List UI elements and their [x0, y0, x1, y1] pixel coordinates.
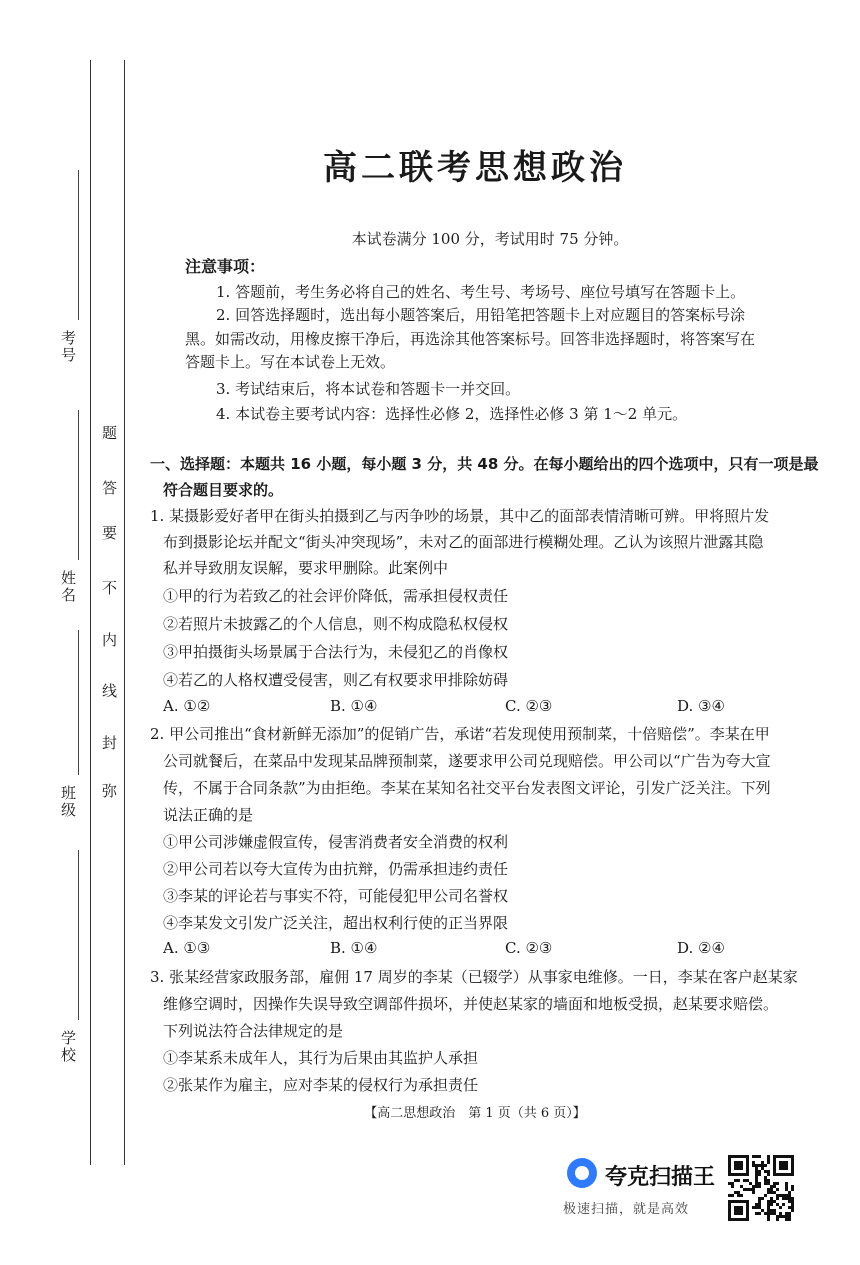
- question-3-item: ①李某系未成年人，其行为后果由其监护人承担: [163, 1049, 479, 1067]
- question-1-stem: 布到摄影论坛并配文“街头冲突现场”，未对乙的面部进行模糊处理。乙认为该照片泄露其隐: [163, 533, 764, 551]
- question-2-option-c: C. ②③: [505, 939, 553, 957]
- question-1-stem: 私并导致朋友误解，要求甲删除。此案例中: [163, 559, 449, 577]
- question-1-option-a: A. ①②: [163, 697, 211, 715]
- seal-char: 线: [100, 683, 118, 698]
- question-2-stem: 传，不属于合同条款”为由拒绝。李某在某知名社交平台发表图文评论，引发广泛关注。下列: [163, 779, 771, 797]
- question-2-stem: 公司就餐后，在菜品中发现某品牌预制菜，遂要求甲公司兑现赔偿。甲公司以“广告为夸大宣: [163, 752, 771, 770]
- question-1-item: ④若乙的人格权遭受侵害，则乙有权要求甲排除妨碍: [163, 671, 509, 689]
- exam-intro: 本试卷满分 100 分，考试用时 75 分钟。: [351, 230, 629, 248]
- question-2-item: ①甲公司涉嫌虚假宣传，侵害消费者安全消费的权利: [163, 833, 509, 851]
- qr-code-icon: [728, 1155, 794, 1221]
- quark-logo-icon: [567, 1158, 597, 1188]
- question-3-stem: 维修空调时，因操作失误导致空调部件损坏，并使赵某家的墙面和地板受损，赵某要求赔偿。: [163, 995, 779, 1013]
- note-line: 黑。如需改动，用橡皮擦干净后，再选涂其他答案标号。回答非选择题时，将答案写在: [185, 330, 756, 348]
- class-underline: [78, 630, 79, 775]
- section-heading: 一、选择题：本题共 16 小题，每小题 3 分，共 48 分。在每小题给出的四个选项中，只有一项是最: [150, 455, 819, 473]
- margin-outer-line: [90, 60, 91, 1165]
- brand-slogan: 极速扫描，就是高效: [563, 1202, 690, 1217]
- note-line: 1. 答题前，考生务必将自己的姓名、考生号、考场号、座位号填写在答题卡上。: [216, 283, 746, 301]
- question-1-option-c: C. ②③: [505, 697, 553, 715]
- section-heading-cont: 符合题目要求的。: [163, 481, 284, 499]
- question-2-option-b: B. ①④: [330, 939, 378, 957]
- exam-no-label: 考号: [59, 330, 77, 364]
- margin-inner-line: [124, 60, 125, 1165]
- question-1-item: ②若照片未披露乙的个人信息，则不构成隐私权侵权: [163, 615, 509, 633]
- seal-char: 封: [100, 735, 118, 750]
- question-2-option-a: A. ①③: [163, 939, 211, 957]
- seal-char: 弥: [100, 783, 118, 798]
- seal-char: 不: [100, 580, 118, 595]
- seal-char: 题: [100, 425, 118, 440]
- question-2-item: ②甲公司若以夸大宣传为由抗辩，仍需承担违约责任: [163, 860, 509, 878]
- question-1-option-b: B. ①④: [330, 697, 378, 715]
- question-2-stem: 2. 甲公司推出“食材新鲜无添加”的促销广告，承诺“若发现使用预制菜，十倍赔偿”。李某在甲: [150, 725, 770, 743]
- seal-char: 内: [100, 632, 118, 647]
- question-3-item: ②张某作为雇主，应对李某的侵权行为承担责任: [163, 1076, 479, 1094]
- question-2-item: ④李某发文引发广泛关注，超出权利行使的正当界限: [163, 914, 509, 932]
- class-label: 班级: [59, 785, 77, 819]
- question-2-item: ③李某的评论若与事实不符，可能侵犯甲公司名誉权: [163, 887, 509, 905]
- seal-char: 要: [100, 525, 118, 540]
- brand-name: 夸克扫描王: [605, 1165, 716, 1190]
- notes-heading: 注意事项：: [185, 257, 266, 276]
- page-title: 高二联考思想政治: [323, 148, 627, 188]
- question-3-stem: 下列说法符合法律规定的是: [163, 1022, 344, 1040]
- note-line: 4. 本试卷主要考试内容：选择性必修 2，选择性必修 3 第 1～2 单元。: [216, 405, 688, 423]
- question-1-stem: 1. 某摄影爱好者甲在街头拍摄到乙与丙争吵的场景，其中乙的面部表情清晰可辨。甲将照片发: [150, 507, 770, 525]
- question-1-option-d: D. ③④: [677, 697, 725, 715]
- name-label: 姓名: [59, 570, 77, 604]
- seal-char: 答: [100, 480, 118, 495]
- note-line: 3. 考试结束后，将本试卷和答题卡一并交回。: [216, 380, 521, 398]
- school-underline: [78, 850, 79, 1020]
- question-1-item: ①甲的行为若致乙的社会评价降低，需承担侵权责任: [163, 587, 509, 605]
- name-underline: [78, 410, 79, 560]
- question-1-item: ③甲拍摄街头场景属于合法行为，未侵犯乙的肖像权: [163, 643, 509, 661]
- school-label: 学校: [59, 1030, 77, 1064]
- note-line: 2. 回答选择题时，选出每小题答案后，用铅笔把答题卡上对应题目的答案标号涂: [216, 306, 746, 324]
- question-3-stem: 3. 张某经营家政服务部，雇佣 17 周岁的李某（已辍学）从事家电维修。一日，李某在客户赵某家: [150, 968, 798, 986]
- note-line: 答题卡上。写在本试卷上无效。: [185, 353, 396, 371]
- question-2-option-d: D. ②④: [677, 939, 725, 957]
- page-footer: 【高二思想政治 第 1 页（共 6 页）】: [364, 1106, 586, 1121]
- question-2-stem: 说法正确的是: [163, 806, 254, 824]
